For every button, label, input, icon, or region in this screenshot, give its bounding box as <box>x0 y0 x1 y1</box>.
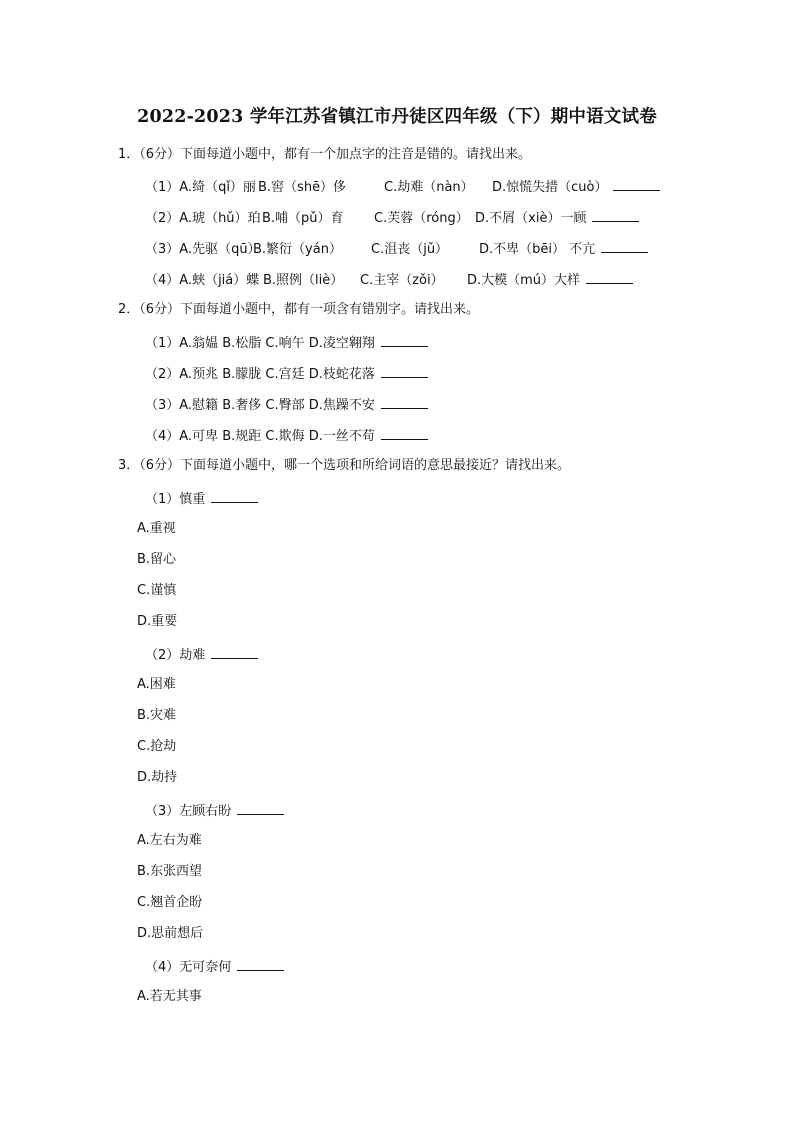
q1-1-option-b: B.窖（shē）侈 <box>258 180 347 195</box>
q1-4-option-a: （4）A.蛱（jiá）蝶 <box>145 273 260 288</box>
answer-blank <box>381 425 428 440</box>
q1-4-option-c: C.主宰（zǒi） <box>360 273 444 288</box>
answer-blank <box>381 363 428 378</box>
q1-1-option-c: C.劫难（nàn） <box>384 180 474 195</box>
q3-stem-2 <box>145 644 258 666</box>
q1-3-option-c: C.沮丧（jǔ） <box>371 242 449 257</box>
q3-2-stem-text: （2）劫难 <box>145 648 206 663</box>
answer-blank <box>586 269 633 284</box>
q1-1-option-a: （1）A.绮（qǐ）丽 <box>145 180 256 195</box>
q2-item-2 <box>145 363 428 385</box>
q3-3-option-b: B.东张西望 <box>137 864 203 879</box>
answer-blank <box>237 800 284 815</box>
question-1-head: 1．（6分）下面每道小题中，都有一个加点字的注音是错的。请找出来。 <box>118 147 532 162</box>
question-3-head: 3．（6分）下面每道小题中，哪一个选项和所给词语的意思最接近？请找出来。 <box>118 458 571 473</box>
answer-blank <box>592 207 639 222</box>
q2-1-text: （1）A.翁媪 B.松脂 C.响午 D.凌空翱翔 <box>145 336 375 351</box>
answer-blank <box>381 394 428 409</box>
answer-blank <box>613 176 660 191</box>
q3-stem-1 <box>145 488 258 510</box>
q3-2-option-c: C.抢劫 <box>137 739 177 754</box>
q1-2-option-d: D.不屑（xiè）一顾 <box>475 211 587 226</box>
q3-3-option-c: C.翘首企盼 <box>137 895 203 910</box>
q1-4-option-d: D.大模（mú）大样 <box>467 273 581 288</box>
q3-stem-4 <box>145 956 284 978</box>
q1-3-option-b: B.繁衍（yán） <box>253 242 342 257</box>
exam-title: 2022-2023 学年江苏省镇江市丹徒区四年级（下）期中语文试卷 <box>137 107 657 127</box>
q1-1-option-d: D.惊慌失措（cuò） <box>492 180 608 195</box>
q2-4-text: （4）A.可卑 B.规距 C.欺侮 D.一丝不苟 <box>145 429 375 444</box>
q1-item-3 <box>145 238 648 260</box>
q2-3-text: （3）A.慰籍 B.奢侈 C.臀部 D.焦躁不安 <box>145 398 375 413</box>
q1-item-1 <box>145 176 660 198</box>
answer-blank <box>211 488 258 503</box>
answer-blank <box>601 238 648 253</box>
answer-blank <box>237 956 284 971</box>
q3-1-option-a: A.重视 <box>137 521 176 536</box>
q3-3-option-a: A.左右为难 <box>137 833 202 848</box>
q3-2-option-a: A.困难 <box>137 677 176 692</box>
answer-blank <box>381 332 428 347</box>
q2-2-text: （2）A.预兆 B.朦胧 C.宫廷 D.枝蛇花落 <box>145 367 375 382</box>
q1-item-4 <box>145 269 633 291</box>
q2-item-3 <box>145 394 428 416</box>
q3-1-option-d: D.重要 <box>137 614 178 629</box>
q3-4-option-a: A.若无其事 <box>137 989 202 1004</box>
q2-item-4 <box>145 425 428 447</box>
q3-1-option-b: B.留心 <box>137 552 177 567</box>
q3-2-option-b: B.灾难 <box>137 708 177 723</box>
q3-3-stem-text: （3）左顾右盼 <box>145 804 232 819</box>
q1-2-option-b: B.哺（pǔ）育 <box>262 211 344 226</box>
q3-1-option-c: C.谨慎 <box>137 583 177 598</box>
q1-item-2 <box>145 207 639 229</box>
question-2-head: 2．（6分）下面每道小题中，都有一项含有错别字。请找出来。 <box>118 302 480 317</box>
q3-2-option-d: D.劫持 <box>137 770 178 785</box>
q2-item-1 <box>145 332 428 354</box>
q1-2-option-a: （2）A.琥（hǔ）珀 <box>145 211 261 226</box>
q3-stem-3 <box>145 800 284 822</box>
q3-4-stem-text: （4）无可奈何 <box>145 960 232 975</box>
q1-4-option-b: B.照例（liè） <box>263 273 344 288</box>
answer-blank <box>211 644 258 659</box>
q1-2-option-c: C.芙蓉（róng） <box>374 211 469 226</box>
q3-3-option-d: D.思前想后 <box>137 926 204 941</box>
q3-1-stem-text: （1）慎重 <box>145 492 206 507</box>
q1-3-option-a: （3）A.先驱（qū） <box>145 242 261 257</box>
q1-3-option-d: D.不卑（bēi） 不亢 <box>479 242 596 257</box>
